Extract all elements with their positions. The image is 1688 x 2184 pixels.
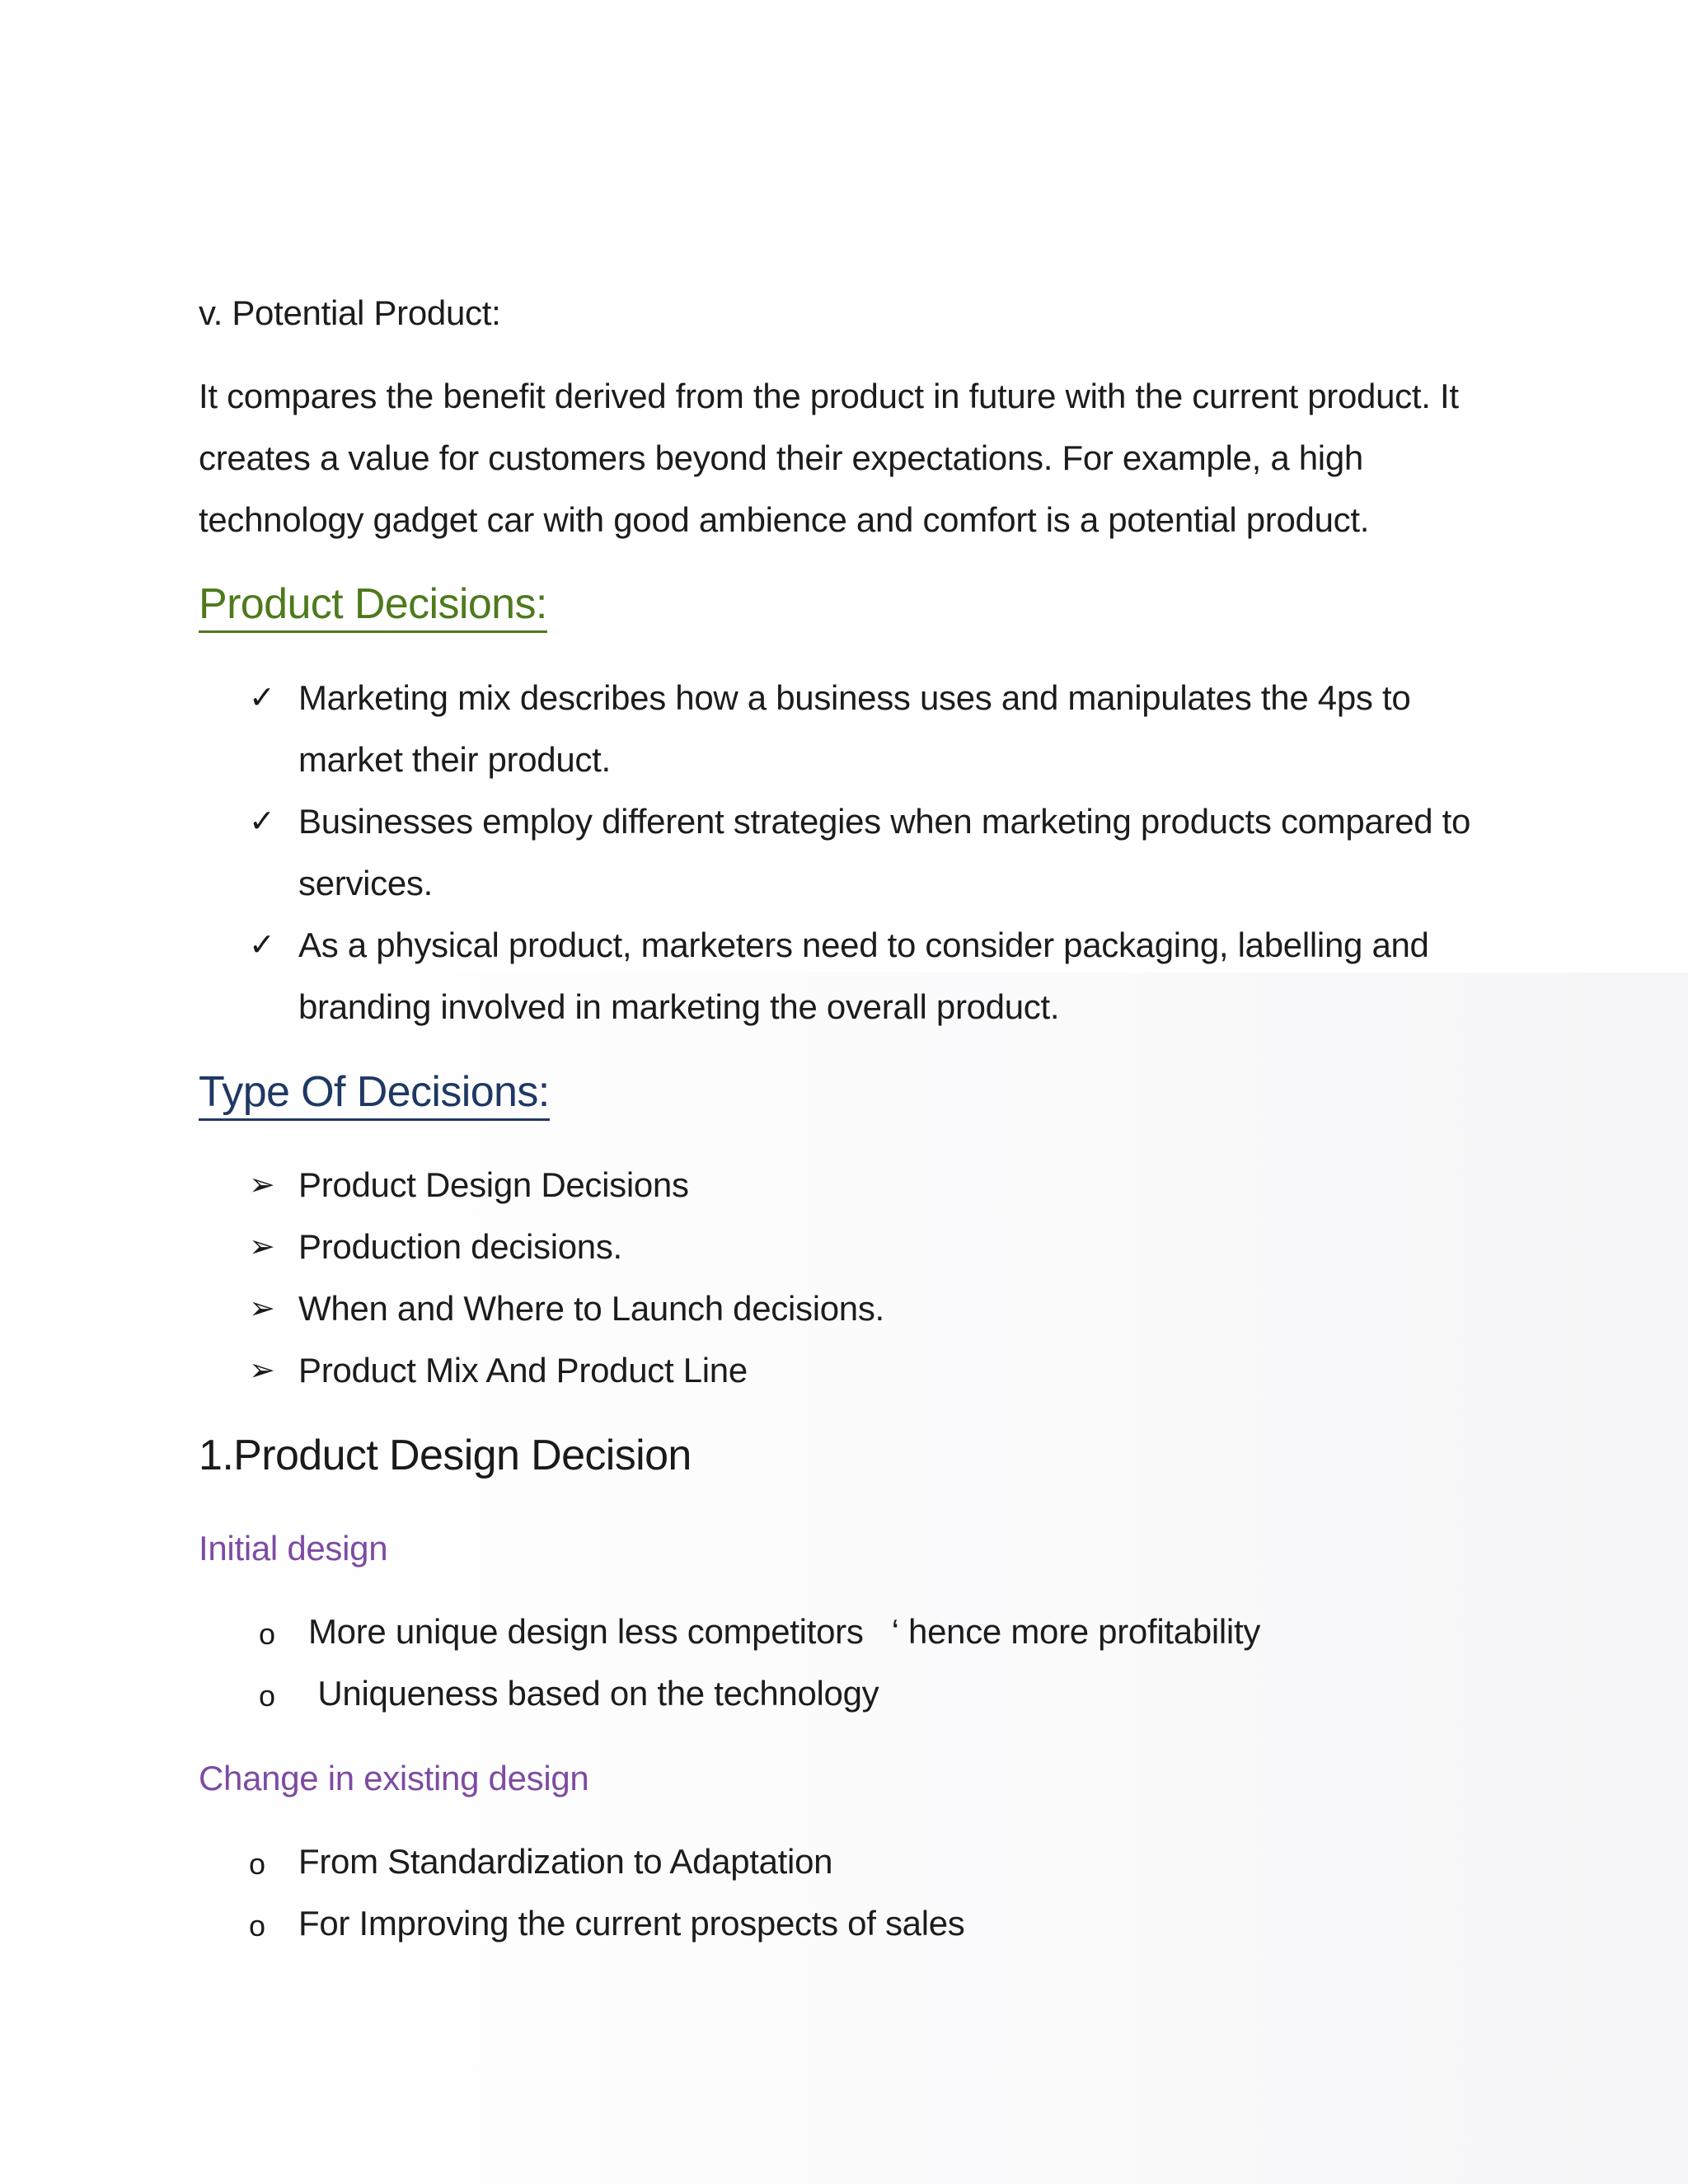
check-icon: ✓ xyxy=(249,803,275,839)
list-item: When and Where to Launch decisions. xyxy=(298,1289,884,1328)
circle-bullet-icon: o xyxy=(259,1617,276,1651)
paragraph-line-1: It compares the benefit derived from the product in future with the current product. It xyxy=(199,377,1459,415)
heading-product-decisions: Product Decisions: xyxy=(199,579,547,633)
list-item-line: market their product. xyxy=(298,740,611,779)
list-item: Production decisions. xyxy=(298,1227,622,1266)
check-icon: ✓ xyxy=(249,679,275,715)
heading-product-design-decision: 1.Product Design Decision xyxy=(199,1432,692,1479)
paragraph-line-2: creates a value for customers beyond their expectations. For example, a high xyxy=(199,438,1363,477)
list-item-line: As a physical product, marketers need to consider packaging, labelling and xyxy=(298,926,1429,964)
list-item: From Standardization to Adaptation xyxy=(298,1842,833,1881)
circle-bullet-icon: o xyxy=(259,1679,276,1713)
arrow-bullet-icon: ➢ xyxy=(249,1352,275,1388)
circle-bullet-icon: o xyxy=(249,1847,266,1881)
list-item: Product Mix And Product Line xyxy=(298,1351,748,1390)
arrow-bullet-icon: ➢ xyxy=(249,1290,275,1326)
arrow-bullet-icon: ➢ xyxy=(249,1228,275,1264)
circle-bullet-icon: o xyxy=(249,1909,266,1943)
subheading-initial-design: Initial design xyxy=(199,1529,388,1568)
subheading-change-in-existing-design: Change in existing design xyxy=(199,1759,589,1797)
list-item-line: Marketing mix describes how a business uses and manipulates the 4ps to xyxy=(298,678,1411,717)
list-item-line: branding involved in marketing the overall product. xyxy=(298,987,1060,1026)
section-heading-potential-product: v. Potential Product: xyxy=(199,293,501,332)
arrow-bullet-icon: ➢ xyxy=(249,1166,275,1202)
list-item: More unique design less competitors ‘ hence more profitability xyxy=(308,1612,1261,1651)
list-item-line: services. xyxy=(298,864,434,902)
heading-type-of-decisions: Type Of Decisions: xyxy=(199,1067,550,1121)
list-item-line: Businesses employ different strategies when marketing products compared to xyxy=(298,802,1471,841)
list-item: For Improving the current prospects of sales xyxy=(298,1904,965,1943)
check-icon: ✓ xyxy=(249,926,275,963)
paragraph-line-3: technology gadget car with good ambience and comfort is a potential product. xyxy=(199,500,1370,539)
list-item: Product Design Decisions xyxy=(298,1165,689,1204)
list-item: Uniqueness based on the technology xyxy=(308,1674,879,1713)
